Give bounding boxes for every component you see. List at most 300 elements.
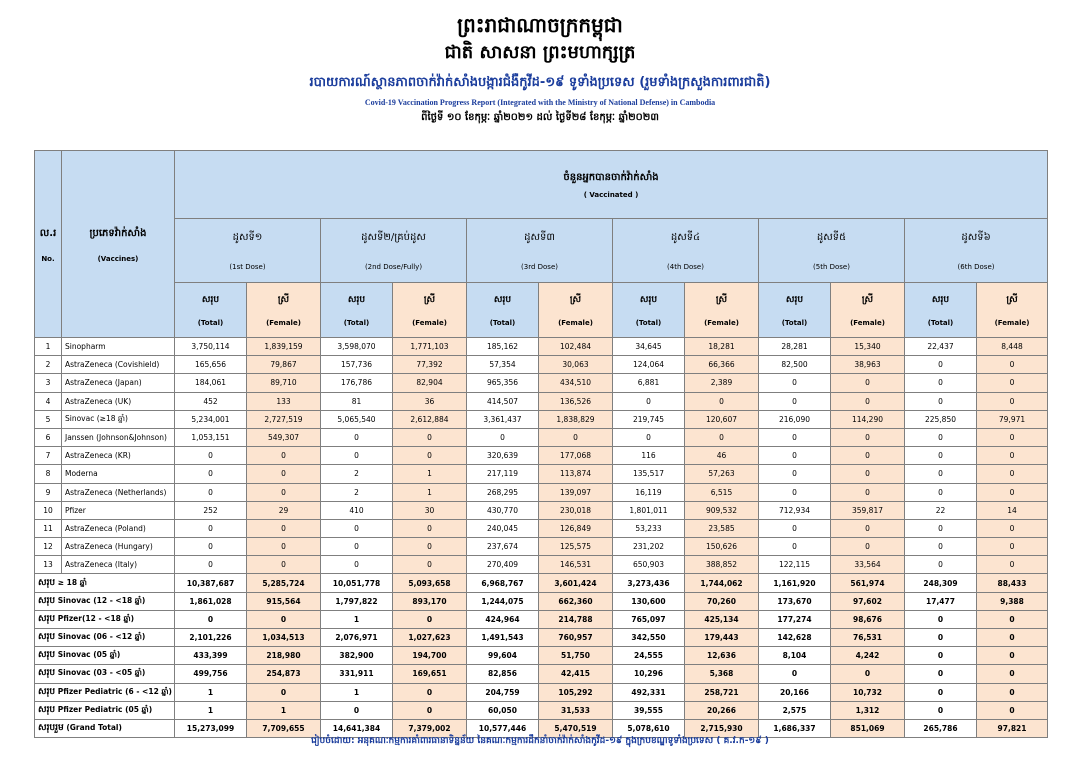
- female-value: 36: [393, 392, 467, 410]
- female-sum: 169,651: [393, 665, 467, 683]
- total-sum: 0: [905, 610, 977, 628]
- female-value: 0: [831, 392, 905, 410]
- total-value: 0: [175, 483, 247, 501]
- female-sum: 7,379,002: [393, 719, 467, 737]
- female-header: ស្រី (Female): [393, 283, 467, 338]
- vaccine-name: AstraZeneca (UK): [62, 392, 175, 410]
- female-sum: 662,360: [539, 592, 613, 610]
- female-value: 30: [393, 501, 467, 519]
- table-row: [35, 392, 1048, 410]
- female-header: ស្រី (Female): [685, 283, 759, 338]
- summary-label: សរុប Sinovac (05 ឆ្នាំ): [35, 647, 175, 665]
- summary-label: សរុប Sinovac (06 - <12 ឆ្នាំ): [35, 629, 175, 647]
- female-value: 230,018: [539, 501, 613, 519]
- female-sum: 851,069: [831, 719, 905, 737]
- female-value: 0: [539, 428, 613, 446]
- no-header: ល.រ No.: [35, 151, 62, 338]
- summary-row: [35, 665, 1048, 683]
- total-value: 452: [175, 392, 247, 410]
- female-value: 0: [393, 556, 467, 574]
- total-value: 0: [905, 519, 977, 537]
- female-sum: 0: [977, 701, 1048, 719]
- female-value: 89,710: [247, 374, 321, 392]
- total-value: 3,361,437: [467, 410, 539, 428]
- female-sum: 2,715,930: [685, 719, 759, 737]
- total-value: 0: [613, 428, 685, 446]
- female-sum: 0: [393, 683, 467, 701]
- female-sum: 258,721: [685, 683, 759, 701]
- total-sum: 2,575: [759, 701, 831, 719]
- female-sum: 0: [247, 683, 321, 701]
- table-row: [35, 410, 1048, 428]
- female-sum: 51,750: [539, 647, 613, 665]
- table-row: [35, 465, 1048, 483]
- vaccine-name: AstraZeneca (Covishield): [62, 356, 175, 374]
- female-sum: 88,433: [977, 574, 1048, 592]
- total-sum: 0: [321, 701, 393, 719]
- female-sum: 0: [393, 610, 467, 628]
- total-value: 5,234,001: [175, 410, 247, 428]
- total-value: 0: [321, 538, 393, 556]
- total-header: សរុប (Total): [175, 283, 247, 338]
- table-row: [35, 483, 1048, 501]
- total-value: 185,162: [467, 338, 539, 356]
- row-number: 2: [35, 356, 62, 374]
- row-number: 3: [35, 374, 62, 392]
- female-sum: 7,709,655: [247, 719, 321, 737]
- total-value: 122,115: [759, 556, 831, 574]
- female-value: 136,526: [539, 392, 613, 410]
- total-value: 0: [905, 428, 977, 446]
- vaccine-name: AstraZeneca (Japan): [62, 374, 175, 392]
- total-header: សរុប (Total): [613, 283, 685, 338]
- female-value: 0: [393, 538, 467, 556]
- female-sum: 194,700: [393, 647, 467, 665]
- table-row: [35, 519, 1048, 537]
- row-number: 10: [35, 501, 62, 519]
- female-value: 0: [977, 447, 1048, 465]
- female-value: 113,874: [539, 465, 613, 483]
- female-value: 0: [247, 465, 321, 483]
- total-value: 34,645: [613, 338, 685, 356]
- row-number: 4: [35, 392, 62, 410]
- total-sum: 248,309: [905, 574, 977, 592]
- female-value: 102,484: [539, 338, 613, 356]
- total-header: សរុប (Total): [759, 283, 831, 338]
- total-sum: 15,273,099: [175, 719, 247, 737]
- total-value: 57,354: [467, 356, 539, 374]
- summary-row: [35, 701, 1048, 719]
- female-value: 1,771,103: [393, 338, 467, 356]
- row-number: 5: [35, 410, 62, 428]
- summary-row: [35, 592, 1048, 610]
- female-value: 0: [393, 428, 467, 446]
- female-sum: 5,368: [685, 665, 759, 683]
- total-sum: 0: [905, 701, 977, 719]
- total-value: 0: [467, 428, 539, 446]
- female-sum: 0: [977, 683, 1048, 701]
- female-value: 79,867: [247, 356, 321, 374]
- total-sum: 39,555: [613, 701, 685, 719]
- female-value: 15,340: [831, 338, 905, 356]
- total-sum: 0: [905, 629, 977, 647]
- total-value: 0: [175, 538, 247, 556]
- female-sum: 0: [831, 665, 905, 683]
- vaccine-name: Sinovac (≥18 ឆ្នាំ): [62, 410, 175, 428]
- total-value: 712,934: [759, 501, 831, 519]
- total-value: 5,065,540: [321, 410, 393, 428]
- total-value: 157,736: [321, 356, 393, 374]
- female-sum: 10,732: [831, 683, 905, 701]
- total-header: សរុប (Total): [321, 283, 393, 338]
- total-sum: 2,101,226: [175, 629, 247, 647]
- female-value: 66,366: [685, 356, 759, 374]
- total-value: 0: [175, 447, 247, 465]
- total-value: 0: [905, 465, 977, 483]
- female-value: 549,307: [247, 428, 321, 446]
- female-value: 1,838,829: [539, 410, 613, 428]
- total-value: 320,639: [467, 447, 539, 465]
- female-sum: 425,134: [685, 610, 759, 628]
- female-sum: 5,285,724: [247, 574, 321, 592]
- female-value: 359,817: [831, 501, 905, 519]
- female-sum: 561,974: [831, 574, 905, 592]
- dose-header-5: ដូសទី៥ (5th Dose): [759, 219, 905, 283]
- female-value: 434,510: [539, 374, 613, 392]
- female-value: 2,727,519: [247, 410, 321, 428]
- summary-row: [35, 629, 1048, 647]
- summary-label: សរុប Sinovac (03 - <05 ឆ្នាំ): [35, 665, 175, 683]
- total-sum: 82,856: [467, 665, 539, 683]
- female-value: 0: [831, 447, 905, 465]
- total-sum: 17,477: [905, 592, 977, 610]
- female-value: 177,068: [539, 447, 613, 465]
- female-sum: 1,744,062: [685, 574, 759, 592]
- female-value: 0: [977, 428, 1048, 446]
- female-value: 8,448: [977, 338, 1048, 356]
- total-value: 1,053,151: [175, 428, 247, 446]
- female-value: 0: [247, 447, 321, 465]
- summary-label: សរុបរួម (Grand Total): [35, 719, 175, 737]
- total-value: 0: [905, 374, 977, 392]
- female-header: ស្រី (Female): [539, 283, 613, 338]
- female-sum: 893,170: [393, 592, 467, 610]
- female-sum: 5,470,519: [539, 719, 613, 737]
- total-sum: 265,786: [905, 719, 977, 737]
- total-sum: 24,555: [613, 647, 685, 665]
- total-value: 0: [175, 519, 247, 537]
- footer-note: រៀបចំដោយ: អនុគណៈកម្មការគាំពារធានាទិន្នន័យ នៃគណៈកម្មការដឹកនាំចាក់វ៉ាក់សាំងកូវីដ-១៩ ក្នុងក្របខណ្ឌទូទាំងប្រទេស ( គ.វ.ក-១៩ ): [311, 736, 769, 746]
- total-value: 3,598,070: [321, 338, 393, 356]
- vaccine-name: AstraZeneca (Italy): [62, 556, 175, 574]
- total-sum: 142,628: [759, 629, 831, 647]
- female-value: 120,607: [685, 410, 759, 428]
- female-sum: 0: [977, 629, 1048, 647]
- female-value: 0: [977, 556, 1048, 574]
- female-value: 0: [977, 356, 1048, 374]
- female-sum: 218,980: [247, 647, 321, 665]
- female-sum: 31,533: [539, 701, 613, 719]
- total-value: 268,295: [467, 483, 539, 501]
- female-value: 0: [831, 538, 905, 556]
- female-sum: 4,242: [831, 647, 905, 665]
- female-sum: 1,034,513: [247, 629, 321, 647]
- total-sum: 1,161,920: [759, 574, 831, 592]
- female-value: 38,963: [831, 356, 905, 374]
- female-value: 0: [247, 556, 321, 574]
- total-sum: 3,273,436: [613, 574, 685, 592]
- female-value: 0: [977, 465, 1048, 483]
- total-sum: 2,076,971: [321, 629, 393, 647]
- vaccine-name: Pfizer: [62, 501, 175, 519]
- total-header: សរុប (Total): [467, 283, 539, 338]
- total-sum: 1,861,028: [175, 592, 247, 610]
- summary-label: សរុប Pfizer Pediatric (6 - <12 ឆ្នាំ): [35, 683, 175, 701]
- total-value: 217,119: [467, 465, 539, 483]
- female-value: 0: [393, 447, 467, 465]
- female-value: 0: [977, 392, 1048, 410]
- total-value: 0: [905, 356, 977, 374]
- female-sum: 105,292: [539, 683, 613, 701]
- total-header: សរុប (Total): [905, 283, 977, 338]
- female-sum: 0: [977, 610, 1048, 628]
- table-row: [35, 556, 1048, 574]
- vaccine-header: ប្រភេទវ៉ាក់សាំង (Vaccines): [62, 151, 175, 338]
- female-sum: 3,601,424: [539, 574, 613, 592]
- female-sum: 1: [247, 701, 321, 719]
- total-value: 53,233: [613, 519, 685, 537]
- female-value: 150,626: [685, 538, 759, 556]
- dose-header-1: ដូសទី១ (1st Dose): [175, 219, 321, 283]
- total-value: 176,786: [321, 374, 393, 392]
- total-value: 0: [759, 519, 831, 537]
- summary-label: សរុប Pfizer Pediatric (05 ឆ្នាំ): [35, 701, 175, 719]
- female-value: 2,612,884: [393, 410, 467, 428]
- total-value: 0: [759, 538, 831, 556]
- female-value: 0: [831, 428, 905, 446]
- total-value: 16,119: [613, 483, 685, 501]
- total-sum: 5,078,610: [613, 719, 685, 737]
- vaccine-name: Sinopharm: [62, 338, 175, 356]
- female-sum: 9,388: [977, 592, 1048, 610]
- female-header: ស្រី (Female): [977, 283, 1048, 338]
- total-value: 124,064: [613, 356, 685, 374]
- total-sum: 1: [175, 701, 247, 719]
- total-value: 0: [759, 447, 831, 465]
- female-value: 0: [247, 538, 321, 556]
- female-sum: 97,602: [831, 592, 905, 610]
- female-value: 2,389: [685, 374, 759, 392]
- summary-row: [35, 610, 1048, 628]
- total-value: 6,881: [613, 374, 685, 392]
- total-value: 82,500: [759, 356, 831, 374]
- total-value: 0: [759, 392, 831, 410]
- female-value: 0: [247, 483, 321, 501]
- total-value: 22,437: [905, 338, 977, 356]
- total-value: 0: [759, 374, 831, 392]
- female-value: 125,575: [539, 538, 613, 556]
- female-value: 82,904: [393, 374, 467, 392]
- total-sum: 173,670: [759, 592, 831, 610]
- total-sum: 177,274: [759, 610, 831, 628]
- total-value: 414,507: [467, 392, 539, 410]
- total-sum: 0: [905, 683, 977, 701]
- table-row: [35, 356, 1048, 374]
- summary-row: [35, 647, 1048, 665]
- total-sum: 20,166: [759, 683, 831, 701]
- total-value: 28,281: [759, 338, 831, 356]
- female-value: 14: [977, 501, 1048, 519]
- total-value: 116: [613, 447, 685, 465]
- total-sum: 1,797,822: [321, 592, 393, 610]
- female-sum: 70,260: [685, 592, 759, 610]
- female-header: ស្រី (Female): [247, 283, 321, 338]
- total-value: 965,356: [467, 374, 539, 392]
- total-sum: 1: [175, 683, 247, 701]
- row-number: 7: [35, 447, 62, 465]
- motto: ជាតិ សាសនា ព្រះមហាក្សត្រ: [444, 42, 636, 63]
- total-value: 410: [321, 501, 393, 519]
- table-row: [35, 501, 1048, 519]
- female-value: 79,971: [977, 410, 1048, 428]
- vaccine-name: AstraZeneca (KR): [62, 447, 175, 465]
- female-sum: 179,443: [685, 629, 759, 647]
- total-value: 0: [321, 556, 393, 574]
- female-value: 18,281: [685, 338, 759, 356]
- summary-row: [35, 574, 1048, 592]
- total-value: 2: [321, 465, 393, 483]
- kingdom-title: ព្រះរាជាណាចក្រកម្ពុជា: [457, 13, 623, 37]
- female-value: 0: [977, 538, 1048, 556]
- dose-header-6: ដូសទី៦ (6th Dose): [905, 219, 1048, 283]
- dose-header-2: ដូសទី២/គ្រប់ដូស (2nd Dose/Fully): [321, 219, 467, 283]
- total-sum: 1: [321, 610, 393, 628]
- summary-row: [35, 683, 1048, 701]
- total-value: 270,409: [467, 556, 539, 574]
- row-number: 6: [35, 428, 62, 446]
- row-number: 12: [35, 538, 62, 556]
- table-row: [35, 538, 1048, 556]
- vaccine-name: AstraZeneca (Netherlands): [62, 483, 175, 501]
- female-value: 139,097: [539, 483, 613, 501]
- female-value: 6,515: [685, 483, 759, 501]
- total-sum: 382,900: [321, 647, 393, 665]
- female-value: 114,290: [831, 410, 905, 428]
- female-value: 57,263: [685, 465, 759, 483]
- female-sum: 98,676: [831, 610, 905, 628]
- total-sum: 0: [905, 647, 977, 665]
- total-sum: 8,104: [759, 647, 831, 665]
- female-value: 46: [685, 447, 759, 465]
- total-value: 0: [905, 392, 977, 410]
- female-value: 0: [685, 392, 759, 410]
- vaccine-name: AstraZeneca (Poland): [62, 519, 175, 537]
- table-row: [35, 447, 1048, 465]
- female-sum: 42,415: [539, 665, 613, 683]
- summary-label: សរុប Sinovac (12 - <18 ឆ្នាំ): [35, 592, 175, 610]
- row-number: 1: [35, 338, 62, 356]
- female-value: 0: [831, 374, 905, 392]
- summary-label: សរុប Pfizer(12 - <18 ឆ្នាំ): [35, 610, 175, 628]
- total-value: 0: [759, 465, 831, 483]
- total-sum: 1,491,543: [467, 629, 539, 647]
- total-sum: 6,968,767: [467, 574, 539, 592]
- female-sum: 0: [977, 647, 1048, 665]
- total-value: 650,903: [613, 556, 685, 574]
- total-sum: 331,911: [321, 665, 393, 683]
- total-sum: 0: [175, 610, 247, 628]
- total-value: 252: [175, 501, 247, 519]
- table-row: [35, 428, 1048, 446]
- female-value: 0: [831, 483, 905, 501]
- female-sum: 1,312: [831, 701, 905, 719]
- total-sum: 492,331: [613, 683, 685, 701]
- total-value: 0: [759, 483, 831, 501]
- total-sum: 1,686,337: [759, 719, 831, 737]
- total-value: 219,745: [613, 410, 685, 428]
- female-header: ស្រី (Female): [831, 283, 905, 338]
- vaccine-name: AstraZeneca (Hungary): [62, 538, 175, 556]
- total-value: 184,061: [175, 374, 247, 392]
- total-value: 81: [321, 392, 393, 410]
- total-value: 1,801,011: [613, 501, 685, 519]
- female-value: 0: [247, 519, 321, 537]
- total-sum: 433,399: [175, 647, 247, 665]
- total-value: 0: [613, 392, 685, 410]
- vaccinated-header: ចំនួនអ្នកបានចាក់វ៉ាក់សាំង ( Vaccinated ): [175, 151, 1048, 219]
- female-value: 388,852: [685, 556, 759, 574]
- total-value: 0: [905, 556, 977, 574]
- date-range: ពីថ្ងៃទី ១០ ខែកុម្ភៈ ឆ្នាំ២០២១ ដល់ ថ្ងៃទី២៨ ខែកុម្ភៈ ឆ្នាំ២០២៣: [421, 112, 659, 123]
- vaccine-name: Janssen (Johnson&Johnson): [62, 428, 175, 446]
- female-value: 0: [977, 519, 1048, 537]
- female-sum: 254,873: [247, 665, 321, 683]
- female-value: 0: [977, 483, 1048, 501]
- total-value: 0: [905, 483, 977, 501]
- female-sum: 0: [977, 665, 1048, 683]
- row-number: 13: [35, 556, 62, 574]
- female-sum: 76,531: [831, 629, 905, 647]
- total-sum: 424,964: [467, 610, 539, 628]
- report-title-en: Covid-19 Vaccination Progress Report (Integrated with the Ministry of National Defense) in Cambodia: [364, 98, 716, 107]
- total-sum: 0: [759, 665, 831, 683]
- female-sum: 97,821: [977, 719, 1048, 737]
- female-value: 77,392: [393, 356, 467, 374]
- total-value: 0: [905, 447, 977, 465]
- total-value: 22: [905, 501, 977, 519]
- female-value: 133: [247, 392, 321, 410]
- female-value: 1: [393, 483, 467, 501]
- total-sum: 10,387,687: [175, 574, 247, 592]
- total-value: 0: [175, 465, 247, 483]
- total-sum: 499,756: [175, 665, 247, 683]
- total-value: 3,750,114: [175, 338, 247, 356]
- female-value: 0: [393, 519, 467, 537]
- female-value: 0: [831, 465, 905, 483]
- table-row: [35, 338, 1048, 356]
- total-sum: 99,604: [467, 647, 539, 665]
- female-sum: 0: [247, 610, 321, 628]
- total-sum: 10,577,446: [467, 719, 539, 737]
- total-value: 0: [321, 519, 393, 537]
- total-value: 240,045: [467, 519, 539, 537]
- total-value: 135,517: [613, 465, 685, 483]
- table-row: [35, 374, 1048, 392]
- female-sum: 760,957: [539, 629, 613, 647]
- female-value: 29: [247, 501, 321, 519]
- total-value: 216,090: [759, 410, 831, 428]
- female-sum: 12,636: [685, 647, 759, 665]
